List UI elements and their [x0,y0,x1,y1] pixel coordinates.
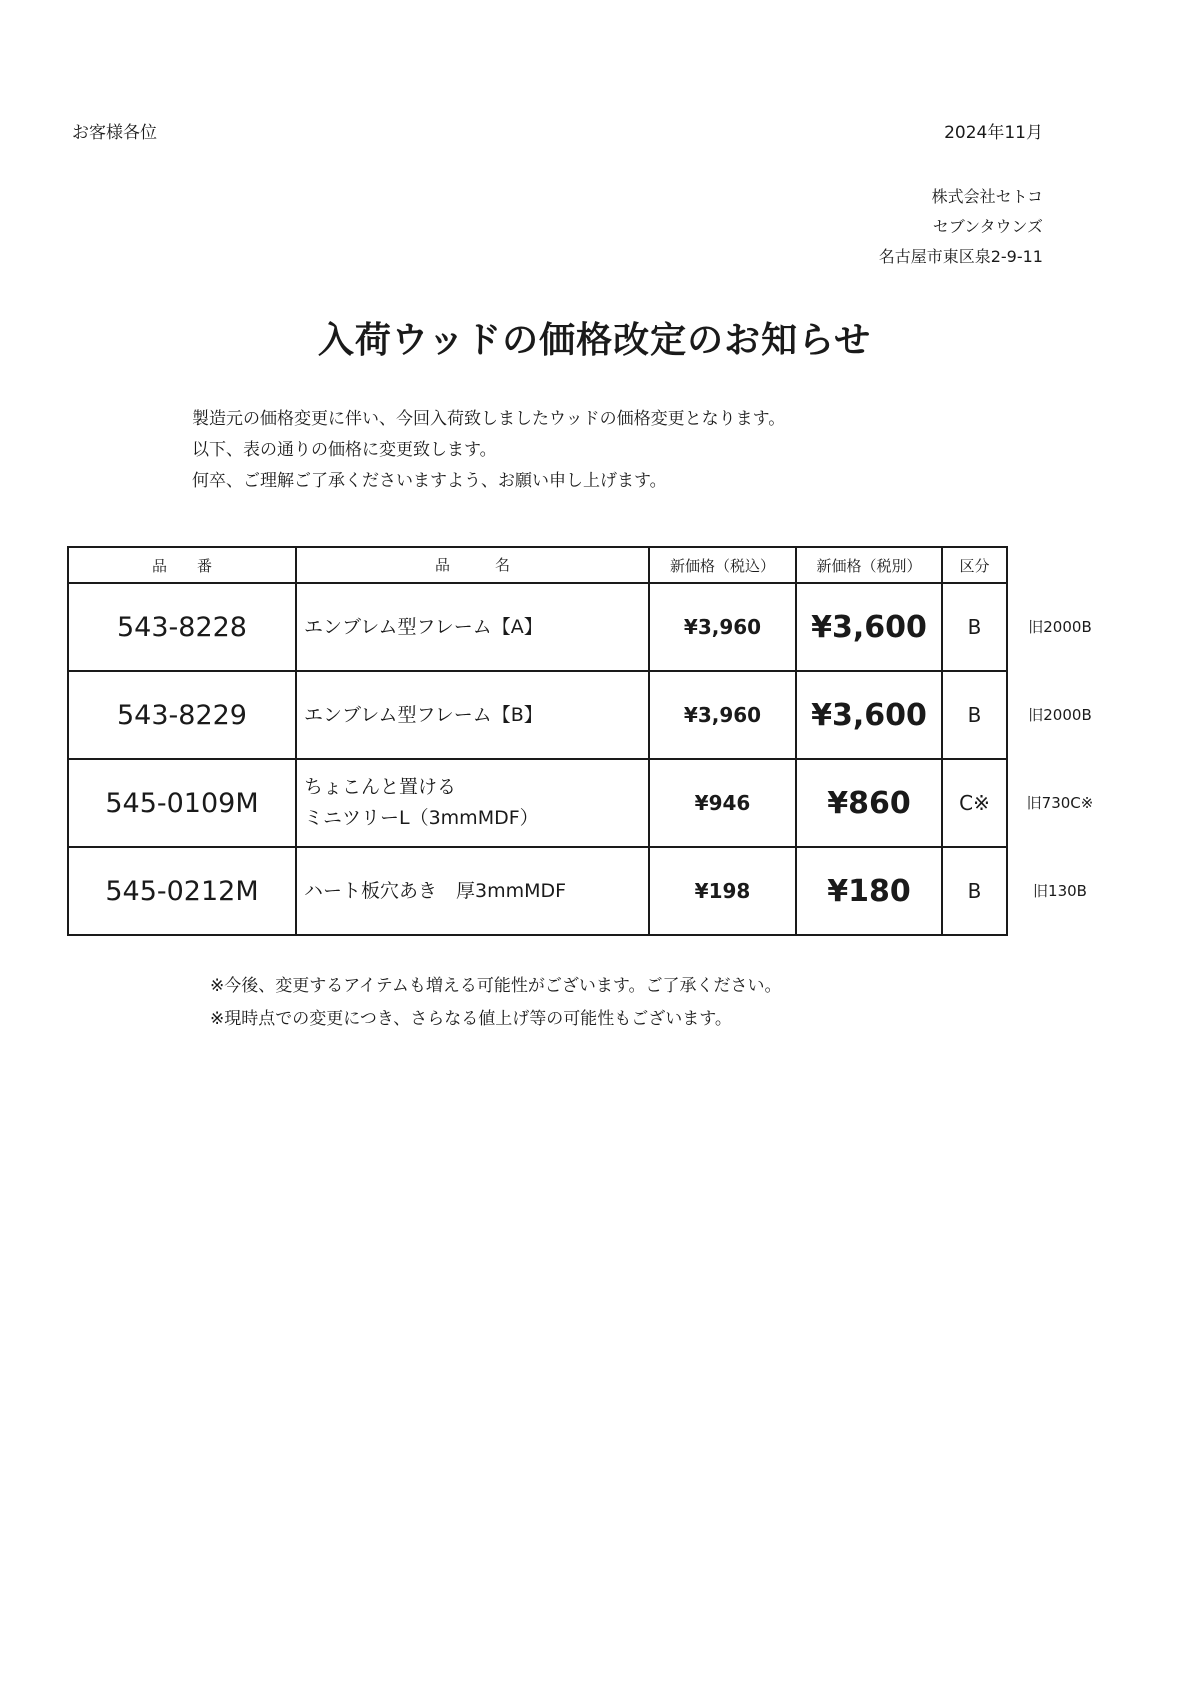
price-class: B [942,847,1007,935]
old-price-note: 旧730C※ [1026,794,1094,812]
addressee: お客様各位 [72,123,157,143]
issue-date: 2024年11月 [944,123,1043,143]
product-name-line: ちょこんと置ける [304,776,457,798]
company-block [879,182,1043,272]
company-name: 株式会社セトコ [931,187,1043,206]
price-class: B [942,583,1007,671]
product-name-line: ハート板穴あき 厚3mmMDF [304,879,567,902]
footnote: ※今後、変更するアイテムも増える可能性がございます。ご了承ください。 [210,976,782,996]
product-name [296,583,649,671]
old-price-note: 旧2000B [1028,618,1092,636]
table-row [68,759,1007,847]
table-row [68,671,1007,759]
product-name [296,847,649,935]
product-code: 545-0212M [68,847,296,935]
product-name [296,759,649,847]
product-name-line: エンブレム型フレーム【B】 [304,703,543,726]
intro-line: 以下、表の通りの価格に変更致します。 [192,440,497,460]
product-code: 543-8229 [68,671,296,759]
product-name [296,671,649,759]
old-price-note: 旧130B [1033,882,1087,900]
price-class: B [942,671,1007,759]
product-name-line: ミニツリーL（3mmMDF） [304,807,539,829]
header-price-incl-tax: 新価格（税込） [649,547,796,583]
header-class: 区分 [942,547,1007,583]
price-incl-tax: ¥946 [649,759,796,847]
price-incl-tax: ¥3,960 [649,671,796,759]
price-incl-tax: ¥3,960 [649,583,796,671]
table-row [68,847,1007,935]
footnote: ※現時点での変更につき、さらなる値上げ等の可能性もございます。 [210,1009,732,1029]
header-price-excl-tax: 新価格（税別） [796,547,942,583]
product-code: 545-0109M [68,759,296,847]
price-excl-tax: ¥3,600 [796,671,942,759]
price-excl-tax: ¥860 [796,759,942,847]
price-incl-tax: ¥198 [649,847,796,935]
table-row [68,583,1007,671]
company-address: 名古屋市東区泉2-9-11 [878,247,1043,266]
header-product-code: 品 番 [68,547,296,583]
product-code: 543-8228 [68,583,296,671]
intro-line: 何卒、ご理解ご了承くださいますよう、お願い申し上げます。 [192,471,667,491]
header-product-name: 品 名 [296,547,649,583]
old-price-note: 旧2000B [1028,706,1092,724]
table-header-row [68,547,1007,583]
store-name: セブンタウンズ [932,217,1043,236]
product-name-line: エンブレム型フレーム【A】 [304,615,543,638]
intro-line: 製造元の価格変更に伴い、今回入荷致しましたウッドの価格変更となります。 [192,409,786,429]
footnotes [210,970,782,1036]
intro-text [192,404,785,497]
page-title: 入荷ウッドの価格改定のお知らせ [317,320,872,361]
price-excl-tax: ¥180 [796,847,942,935]
price-table [67,546,1008,936]
price-excl-tax: ¥3,600 [796,583,942,671]
price-class: C※ [942,759,1007,847]
